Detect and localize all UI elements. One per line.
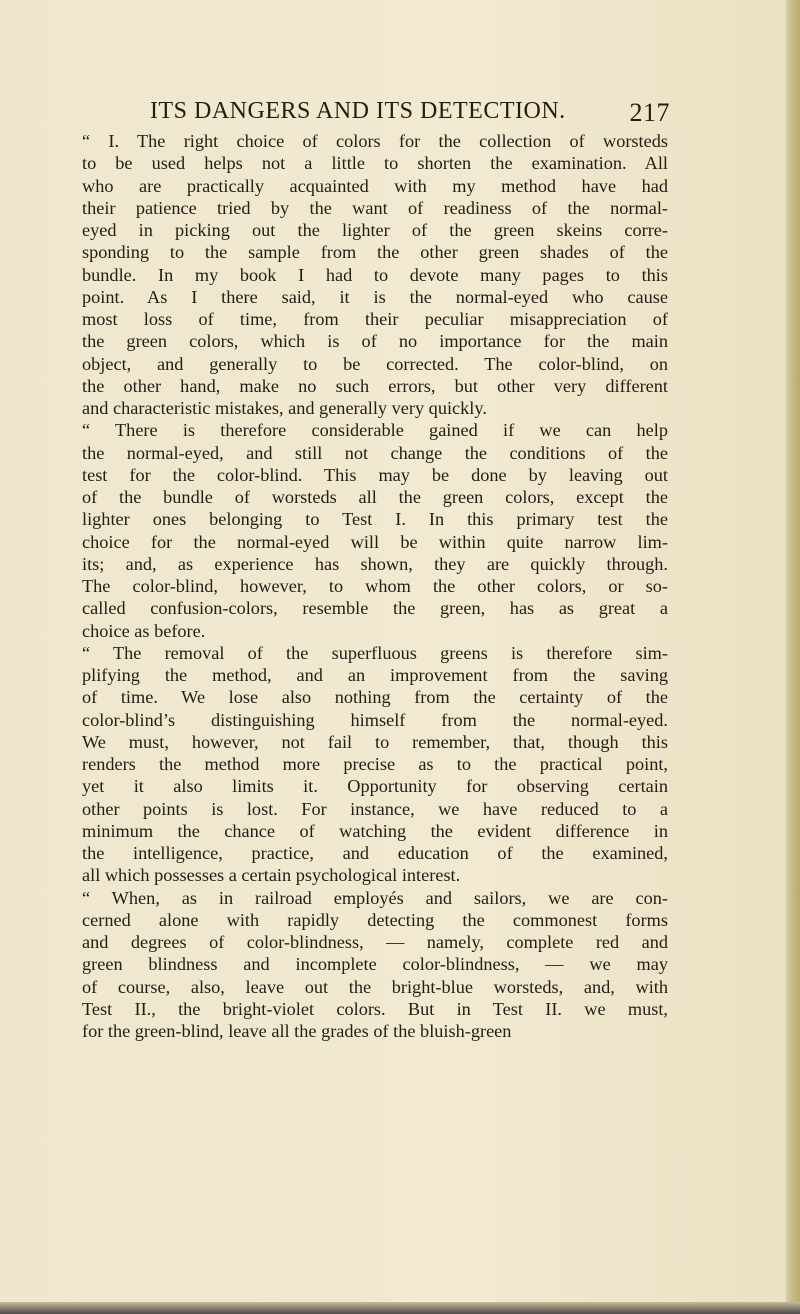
text-line: green blindness and incomplete color-blindness, — we may <box>82 954 668 975</box>
page-number: 217 <box>629 98 670 127</box>
text-line: color-blind’s distinguishing himself from the normal-eyed. <box>82 709 668 730</box>
text-line: for the green-blind, leave all the grades of the bluish-green <box>82 1021 512 1041</box>
text-line: bundle. In my book I had to devote many pages to this <box>82 264 668 285</box>
text-line: point. As I there said, it is the normal-eyed who cause <box>82 286 668 307</box>
text-line: minimum the chance of watching the evident difference in <box>82 820 668 841</box>
text-line: “ There is therefore considerable gained if we can help <box>82 420 668 441</box>
text-line: of time. We lose also nothing from the certainty of the <box>82 687 668 708</box>
text-line: the intelligence, practice, and education of the examined, <box>82 843 668 863</box>
text-line: to be used helps not a little to shorten the examination. All <box>82 153 668 174</box>
text-line: who are practically acquainted with my method have had <box>82 175 668 196</box>
text-line: “ I. The right choice of colors for the collection of worsteds <box>82 131 668 151</box>
text-line: the green colors, which is of no importance for the main <box>82 331 668 352</box>
text-line: their patience tried by the want of readiness of the normal- <box>82 197 668 218</box>
text-line: other points is lost. For instance, we have reduced to a <box>82 798 668 819</box>
text-line: test for the color-blind. This may be done by leaving out <box>82 464 668 485</box>
text-line: choice for the normal-eyed will be within quite narrow lim- <box>82 531 668 552</box>
text-line: called confusion-colors, resemble the green, has as great a <box>82 598 668 619</box>
running-header <box>150 98 670 125</box>
text-line: We must, however, not fail to remember, that, though this <box>82 731 668 752</box>
text-line: of the bundle of worsteds all the green colors, except the <box>82 487 668 507</box>
text-line: its; and, as experience has shown, they are quickly through. <box>82 553 668 574</box>
text-line: and degrees of color-blindness, — namely, complete red and <box>82 932 668 952</box>
text-line: most loss of time, from their peculiar misappreciation of <box>82 309 668 329</box>
text-line: choice as before. <box>82 620 206 641</box>
text-line: lighter ones belonging to Test I. In this primary test the <box>82 509 668 530</box>
body-text <box>82 130 668 1042</box>
text-line: cerned alone with rapidly detecting the commonest forms <box>82 909 668 930</box>
text-line: renders the method more precise as to the practical point, <box>82 754 668 774</box>
text-line: plifying the method, and an improvement from the saving <box>82 665 668 685</box>
page-edge-bottom <box>0 1302 800 1314</box>
running-title: ITS DANGERS AND ITS DETECTION. <box>150 98 566 124</box>
text-line: “ The removal of the superfluous greens is therefore sim- <box>82 642 668 663</box>
text-line: yet it also limits it. Opportunity for observing certain <box>82 776 668 797</box>
text-line: and characteristic mistakes, and generally very quickly. <box>82 398 487 418</box>
text-line: all which possesses a certain psychological interest. <box>82 865 461 886</box>
page-edge-right <box>786 0 800 1314</box>
text-line: of course, also, leave out the bright-blue worsteds, and, with <box>82 976 668 997</box>
text-line: object, and generally to be corrected. The color-blind, on <box>82 353 668 374</box>
text-line: the normal-eyed, and still not change the conditions of the <box>82 442 668 463</box>
text-line: The color-blind, however, to whom the other colors, or so- <box>82 576 668 596</box>
text-line: “ When, as in railroad employés and sailors, we are con- <box>82 887 668 908</box>
text-line: Test II., the bright-violet colors. But in Test II. we must, <box>82 998 668 1019</box>
text-line: the other hand, make no such errors, but other very different <box>82 375 668 396</box>
text-line: eyed in picking out the lighter of the green skeins corre- <box>82 220 668 240</box>
text-line: sponding to the sample from the other green shades of the <box>82 242 668 263</box>
